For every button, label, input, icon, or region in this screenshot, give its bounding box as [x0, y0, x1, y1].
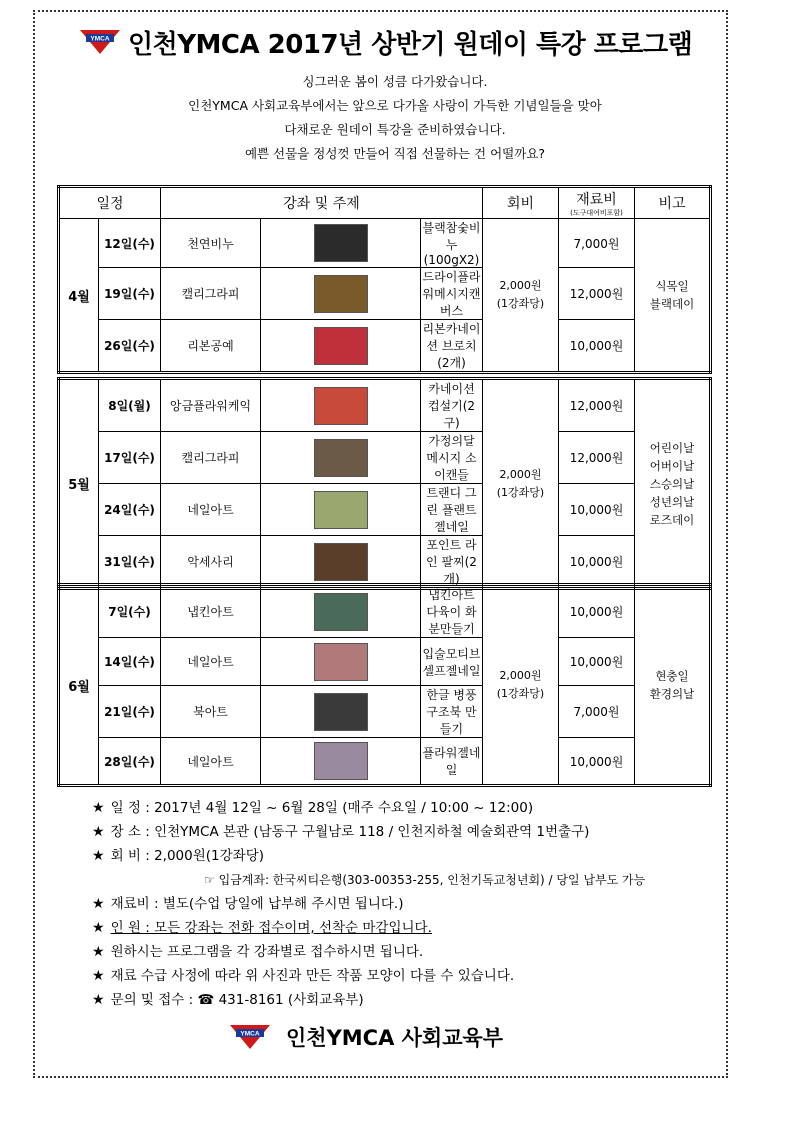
course-photo — [314, 439, 368, 477]
topic-cell: 블랙참숯비누(100gX2) — [421, 219, 483, 268]
category-cell: 네일아트 — [161, 738, 261, 786]
table-row — [59, 686, 711, 738]
category-cell: 냅킨아트 — [161, 585, 261, 638]
note-cell: 어린이날 어버이날 스승의날 성년의날 로즈데이 — [635, 379, 711, 589]
footer-text: 인천YMCA 사회교육부 — [286, 1026, 504, 1050]
fee-cell — [483, 379, 559, 589]
thumbnail-cell — [261, 536, 421, 589]
fee-unit: (1강좌당) — [496, 297, 545, 310]
date-cell: 14일(수) — [99, 638, 161, 686]
ymca-logo — [230, 1023, 270, 1051]
category-cell: 캘리그라피 — [161, 432, 261, 484]
ymca-logo — [80, 28, 120, 56]
material-cell: 7,000원 — [559, 219, 635, 268]
schedule-table-may — [57, 377, 712, 590]
header-fee: 회비 — [483, 187, 559, 219]
category-cell: 앙금플라워케익 — [161, 379, 261, 432]
date-cell: 28일(수) — [99, 738, 161, 786]
intro-line: 인천YMCA 사회교육부에서는 앞으로 다가올 사랑이 가득한 기념일들을 맞아 — [188, 98, 602, 113]
star-icon: ★ — [92, 896, 105, 912]
course-photo — [314, 742, 368, 780]
course-photo — [314, 693, 368, 731]
fee-amount: 2,000원 — [499, 669, 542, 682]
material-cell: 10,000원 — [559, 536, 635, 589]
topic-cell: 냅킨아트 다육이 화분만들기 — [421, 585, 483, 638]
info-section — [92, 796, 712, 1012]
category-cell: 네일아트 — [161, 638, 261, 686]
fee-amount: 2,000원 — [499, 467, 542, 481]
info-place: ★ 장 소 : 인천YMCA 본관 (남동구 구월남로 118 / 인천지하철 예술회관역 1번출구) — [92, 824, 590, 840]
thumbnail-cell — [261, 585, 421, 638]
intro-line: 싱그러운 봄이 성큼 다가왔습니다. — [302, 74, 488, 89]
note-cell: 현충일 환경의날 — [635, 585, 711, 786]
info-material: ★ 재료비 : 별도(수업 당일에 납부해 주시면 됩니다.) — [92, 896, 404, 912]
fee-cell — [483, 219, 559, 373]
month-cell: 5월 — [59, 379, 99, 589]
material-cell: 10,000원 — [559, 585, 635, 638]
category-cell: 리본공예 — [161, 320, 261, 373]
thumbnail-cell — [261, 484, 421, 536]
table-row — [59, 432, 711, 484]
course-photo — [314, 643, 368, 681]
note-cell: 식목일 블랙데이 — [635, 219, 711, 373]
thumbnail-cell — [261, 738, 421, 786]
info-supply: ★ 재료 수급 사정에 따라 위 사진과 만든 작품 모양이 다를 수 있습니다. — [92, 968, 515, 984]
table-header-row — [59, 187, 711, 219]
material-cell: 10,000원 — [559, 638, 635, 686]
table-row — [59, 536, 711, 589]
course-photo — [314, 593, 368, 631]
table-row — [59, 379, 711, 432]
topic-cell: 카네이션 컵설기(2구) — [421, 379, 483, 432]
category-cell: 북아트 — [161, 686, 261, 738]
star-icon: ★ — [92, 992, 105, 1008]
svg-text:YMCA: YMCA — [90, 35, 110, 43]
topic-cell: 트랜디 그린 플랜트 젤네일 — [421, 484, 483, 536]
course-photo — [314, 224, 368, 262]
topic-cell: 한글 병풍 구조북 만들기 — [421, 686, 483, 738]
fee-amount: 2,000원 — [499, 279, 542, 292]
date-cell: 17일(수) — [99, 432, 161, 484]
footer — [230, 1022, 503, 1052]
topic-cell: 리본카네이션 브로치(2개) — [421, 320, 483, 373]
course-photo — [314, 275, 368, 313]
info-apply: ★ 원하시는 프로그램을 각 강좌별로 접수하시면 됩니다. — [92, 944, 424, 960]
star-icon: ★ — [92, 824, 105, 840]
topic-cell: 입술모티브 셀프젤네일 — [421, 638, 483, 686]
material-cell: 10,000원 — [559, 320, 635, 373]
topic-cell: 플라워젤네일 — [421, 738, 483, 786]
info-contact: ★ 문의 및 접수 : ☎ 431-8161 (사회교육부) — [92, 992, 364, 1008]
material-cell: 12,000원 — [559, 379, 635, 432]
topic-cell: 포인트 라인 팔찌(2개) — [421, 536, 483, 589]
fee-unit: (1강좌당) — [496, 485, 545, 499]
course-photo — [314, 387, 368, 425]
category-cell: 천연비누 — [161, 219, 261, 268]
thumbnail-cell — [261, 268, 421, 320]
info-capacity: ★ 인 원 : 모든 강좌는 전화 접수이며, 선착순 마감입니다. — [92, 920, 432, 936]
table-row — [59, 738, 711, 786]
date-cell: 19일(수) — [99, 268, 161, 320]
category-cell: 악세사리 — [161, 536, 261, 589]
header-material: 재료비 (도구대여비포함) — [559, 187, 635, 219]
info-fee: ★ 회 비 : 2,000원(1강좌당) — [92, 848, 265, 864]
month-cell: 6월 — [59, 585, 99, 786]
star-icon: ★ — [92, 968, 105, 984]
date-cell: 8일(월) — [99, 379, 161, 432]
material-cell: 12,000원 — [559, 268, 635, 320]
header-note: 비고 — [635, 187, 711, 219]
schedule-table-june — [57, 583, 712, 787]
topic-cell: 드라이플라워메시지캔버스 — [421, 268, 483, 320]
course-photo — [314, 327, 368, 365]
material-cell: 12,000원 — [559, 432, 635, 484]
schedule-table-april — [57, 185, 712, 374]
date-cell: 7일(수) — [99, 585, 161, 638]
star-icon: ★ — [92, 944, 105, 960]
table-row — [59, 219, 711, 268]
thumbnail-cell — [261, 379, 421, 432]
course-photo — [314, 491, 368, 529]
intro-line: 다채로운 원데이 특강을 준비하였습니다. — [284, 122, 506, 137]
header-course: 강좌 및 주제 — [161, 187, 483, 219]
header-schedule: 일정 — [59, 187, 161, 219]
fee-unit: (1강좌당) — [496, 687, 545, 700]
intro-text — [60, 70, 730, 166]
material-cell: 10,000원 — [559, 484, 635, 536]
date-cell: 26일(수) — [99, 320, 161, 373]
star-icon: ★ — [92, 800, 105, 816]
star-icon: ★ — [92, 848, 105, 864]
thumbnail-cell — [261, 686, 421, 738]
material-cell: 10,000원 — [559, 738, 635, 786]
fee-cell — [483, 585, 559, 786]
page-title: 인천YMCA 2017년 상반기 원데이 특강 프로그램 — [128, 29, 693, 60]
info-deposit: ☞ 입금계좌: 한국씨티은행(303-00353-255, 인천기독교청년회) / 당일 납부도 가능 — [204, 873, 646, 887]
month-cell: 4월 — [59, 219, 99, 373]
date-cell: 21일(수) — [99, 686, 161, 738]
thumbnail-cell — [261, 320, 421, 373]
course-photo — [314, 543, 368, 581]
topic-cell: 가정의달 메시지 소이캔들 — [421, 432, 483, 484]
date-cell: 31일(수) — [99, 536, 161, 589]
material-cell: 7,000원 — [559, 686, 635, 738]
thumbnail-cell — [261, 219, 421, 268]
category-cell: 캘리그라피 — [161, 268, 261, 320]
svg-text:YMCA: YMCA — [240, 1030, 260, 1038]
intro-line: 예쁜 선물을 정성껏 만들어 직접 선물하는 건 어떨까요? — [244, 146, 546, 161]
date-cell: 12일(수) — [99, 219, 161, 268]
thumbnail-cell — [261, 432, 421, 484]
date-cell: 24일(수) — [99, 484, 161, 536]
star-icon: ★ — [92, 920, 105, 936]
table-row — [59, 585, 711, 638]
category-cell: 네일아트 — [161, 484, 261, 536]
material-note: (도구대여비포함) — [570, 209, 623, 217]
table-row — [59, 484, 711, 536]
title-row — [80, 22, 692, 62]
info-schedule: ★ 일 정 : 2017년 4월 12일 ~ 6월 28일 (매주 수요일 / 10:00 ~ 12:00) — [92, 800, 534, 816]
table-row — [59, 638, 711, 686]
table-row — [59, 268, 711, 320]
table-row — [59, 320, 711, 373]
thumbnail-cell — [261, 638, 421, 686]
